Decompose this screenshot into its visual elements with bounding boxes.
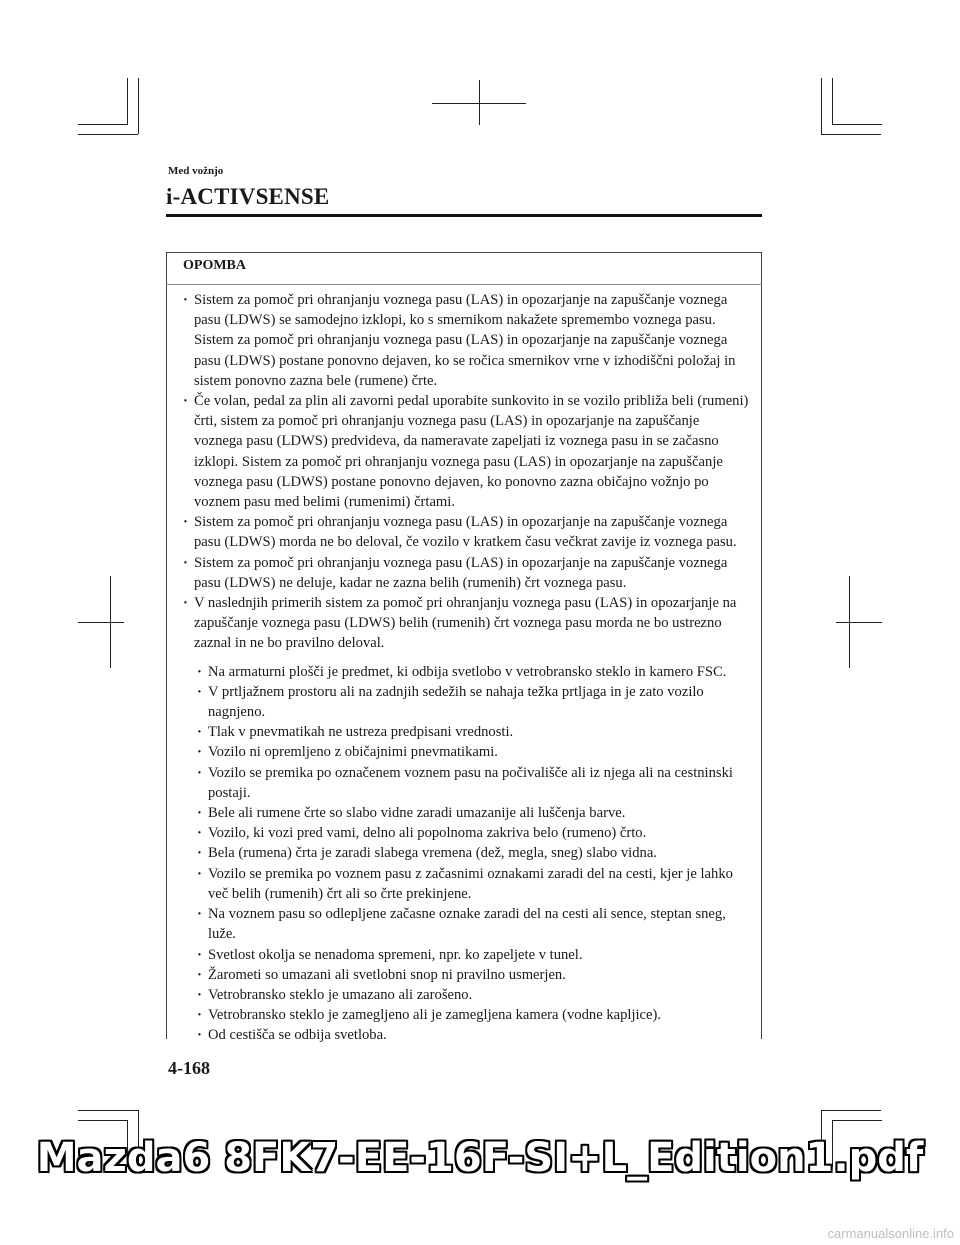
list-item: · Bele ali rumene črte so slabo vidne zaradi umazanije ali luščenja barve. (194, 803, 750, 823)
note-list (180, 290, 750, 654)
list-item: · Vetrobransko steklo je umazano ali zarošeno. (194, 985, 750, 1005)
list-item: · Vozilo se premika po voznem pasu z začasnimi oznakami zaradi del na cesti, kjer je lahko več belih (rumenih) črt ali so črte prekinjene. (194, 864, 750, 904)
list-item: · Od cestišča se odbija svetloba. (194, 1025, 750, 1045)
list-item: · Vozilo ni opremljeno z običajnimi pnevmatikami. (194, 742, 750, 762)
list-item: · V naslednjih primerih sistem za pomoč pri ohranjanju voznega pasu (LAS) in opozarjanje na zapuščanje voznega pasu (LDWS) belih (rumenih) črt voznega pasu morda ne bo ustrezno zaznal in ne bo pravilno deloval. (180, 593, 750, 654)
section-label: Med vožnjo (168, 165, 224, 177)
list-item: · Če volan, pedal za plin ali zavorni pedal uporabite sunkovito in se vozilo približa beli (rumeni) črti, sistem za pomoč pri ohranjanju voznega pasu (LAS) in opozarjanje na zapuščanje voznega pasu (LDWS) predvideva, da nameravate zapeljati iz voznega pasu in se začasno izklopi. Sistem za pomoč pri ohranjanju voznega pasu (LAS) in opozarjanje na zapuščanje voznega pasu (LDWS) postane ponovno dejaven, ko ponovno zazna običajno vožnjo po voznem pasu med belimi (rumenimi) črtami. (180, 391, 750, 512)
list-item: · Bela (rumena) črta je zaradi slabega vremena (dež, megla, sneg) slabo vidna. (194, 843, 750, 863)
list-item: · Sistem za pomoč pri ohranjanju voznega pasu (LAS) in opozarjanje na zapuščanje voznega pasu (LDWS) ne deluje, kadar ne zazna belih (rumenih) črt voznega pasu. (180, 553, 750, 593)
header-rule (166, 214, 762, 217)
footer-filename: Mazda6 8FK7-EE-16F-SI+L_Edition1.pdf (36, 1135, 924, 1181)
list-item: · Vozilo se premika po označenem voznem pasu na počivališče ali iz njega ali na cestninski postaji. (194, 763, 750, 803)
list-item: · Vetrobransko steklo je zamegljeno ali je zamegljena kamera (vodne kapljice). (194, 1005, 750, 1025)
list-item: · Vozilo, ki vozi pred vami, delno ali popolnoma zakriva belo (rumeno) črto. (194, 823, 750, 843)
list-item: · Svetlost okolja se nenadoma spremeni, npr. ko zapeljete v tunel. (194, 945, 750, 965)
list-item: · Tlak v pnevmatikah ne ustreza predpisani vrednosti. (194, 722, 750, 742)
list-item: · Sistem za pomoč pri ohranjanju voznega pasu (LAS) in opozarjanje na zapuščanje voznega pasu (LDWS) se samodejno izklopi, ko s smernikom nakažete spremembo voznega pasu. Sistem za pomoč pri ohranjanju voznega pasu (LAS) in opozarjanje na zapuščanje voznega pasu (LDWS) postane ponovno dejaven, ko se ročica smernikov vrne v izhodiščni položaj in sistem ponovno zazna bele (rumene) črte. (180, 290, 750, 391)
list-item: · Na voznem pasu so odlepljene začasne oznake zaradi del na cesti ali sence, steptan sneg, luže. (194, 904, 750, 944)
list-item: · Sistem za pomoč pri ohranjanju voznega pasu (LAS) in opozarjanje na zapuščanje voznega pasu (LDWS) morda ne bo deloval, če vozilo v kratkem času večkrat zavije iz voznega pasu. (180, 512, 750, 552)
note-title: OPOMBA (183, 258, 246, 273)
note-content (180, 290, 750, 1046)
watermark: carmanualsonline.info (827, 1226, 954, 1241)
section-title: i-ACTIVSENSE (166, 184, 330, 209)
page-number: 4-168 (168, 1058, 210, 1078)
list-item: · Žarometi so umazani ali svetlobni snop ni pravilno usmerjen. (194, 965, 750, 985)
list-item: · V prtljažnem prostoru ali na zadnjih sedežih se nahaja težka prtljaga in je zato vozilo nagnjeno. (194, 682, 750, 722)
note-sublist (180, 662, 750, 1046)
list-item: · Na armaturni plošči je predmet, ki odbija svetlobo v vetrobransko steklo in kamero FSC. (194, 662, 750, 682)
